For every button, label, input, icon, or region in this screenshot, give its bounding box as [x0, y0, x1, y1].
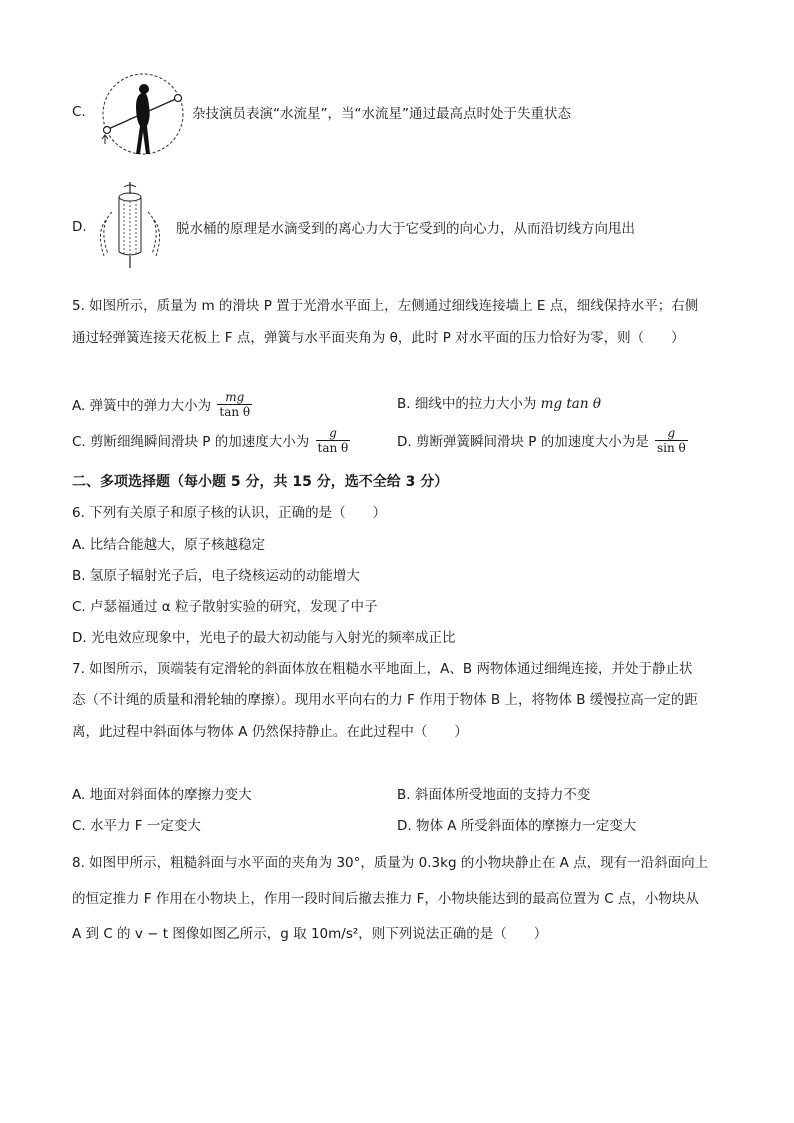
q5-option-a-denominator: tan θ — [219, 405, 251, 419]
option-c-text: 杂技演员表演“水流星”，当“水流星”通过最高点时处于失重状态 — [192, 106, 571, 122]
section-2-heading: 二、多项选择题（每小题 5 分，共 15 分，选不全给 3 分） — [72, 474, 449, 490]
q7-option-b: B. 斜面体所受地面的支持力不变 — [397, 787, 591, 803]
q5-option-b-expression: mg tan θ — [540, 396, 601, 412]
q8-stem-line2: 的恒定推力 F 作用在小物块上，作用一段时间后撤去推力 F，小物块能达到的最高位置为 C 点，小物块从 — [72, 891, 699, 907]
option-d-text: 脱水桶的原理是水滴受到的离心力大于它受到的向心力，从而沿切线方向甩出 — [176, 221, 635, 237]
q8-stem-line1: 8. 如图甲所示，粗糙斜面与水平面的夹角为 30°，质量为 0.3kg 的小物块静止在 A 点，现有一沿斜面向上 — [72, 855, 709, 871]
q5-option-c — [72, 426, 352, 458]
q5-stem-line1: 5. 如图所示，质量为 m 的滑块 P 置于光滑水平面上，左侧通过细线连接墙上 E 点，细线保持水平；右侧 — [72, 298, 699, 314]
q7-option-d: D. 物体 A 所受斜面体的摩擦力一定变大 — [397, 818, 637, 834]
q6-option-d: D. 光电效应现象中，光电子的最大初动能与入射光的频率成正比 — [72, 630, 456, 646]
q5-option-b-label: B. 细线中的拉力大小为 — [397, 396, 537, 412]
q7-stem-line1: 7. 如图所示，顶端装有定滑轮的斜面体放在粗糙水平地面上，A、B 两物体通过细绳连接，并处于静止状 — [72, 661, 693, 677]
water-meteor-figure — [98, 72, 188, 158]
option-c-letter: C. — [72, 104, 86, 120]
q5-option-a-fraction — [217, 390, 252, 420]
q5-option-a-numerator: mg — [217, 390, 252, 405]
spin-dryer-figure — [98, 182, 174, 270]
q5-option-d-label: D. 剪断弹簧瞬间滑块 P 的加速度大小为是 — [397, 434, 649, 450]
q6-option-b: B. 氢原子辐射光子后，电子绕核运动的动能增大 — [72, 568, 360, 584]
q5-option-d-fraction — [655, 426, 688, 456]
q5-option-c-denominator: tan θ — [317, 441, 349, 455]
q8-stem-line3: A 到 C 的 v − t 图像如图乙所示，g 取 10m/s²，则下列说法正确的是（ ） — [72, 926, 548, 942]
q5-option-c-numerator: g — [316, 426, 351, 441]
q7-option-c: C. 水平力 F 一定变大 — [72, 818, 201, 834]
q7-option-a: A. 地面对斜面体的摩擦力变大 — [72, 787, 252, 803]
option-d-letter: D. — [72, 219, 87, 235]
q5-option-d-numerator: g — [655, 426, 688, 441]
q5-option-b — [397, 394, 601, 414]
q5-option-d-denominator: sin θ — [657, 441, 686, 455]
q5-option-a — [72, 390, 254, 422]
q5-option-a-label: A. 弹簧中的弹力大小为 — [72, 398, 212, 414]
q6-stem: 6. 下列有关原子和原子核的认识，正确的是（ ） — [72, 505, 387, 521]
q5-option-d — [397, 426, 690, 458]
q7-stem-line3: 离，此过程中斜面体与物体 A 仍然保持静止。在此过程中（ ） — [72, 724, 468, 740]
q7-stem-line2: 态（不计绳的质量和滑轮轴的摩擦）。现用水平向右的力 F 作用于物体 B 上，将物体 B 缓慢拉高一定的距 — [72, 692, 698, 708]
q6-option-c: C. 卢瑟福通过 α 粒子散射实验的研究，发现了中子 — [72, 599, 378, 615]
q6-option-a: A. 比结合能越大，原子核越稳定 — [72, 537, 266, 553]
q5-option-c-label: C. 剪断细绳瞬间滑块 P 的加速度大小为 — [72, 434, 310, 450]
q5-stem-line2: 通过轻弹簧连接天花板上 F 点，弹簧与水平面夹角为 θ，此时 P 对水平面的压力恰好为零，则（ ） — [72, 330, 685, 346]
q5-option-c-fraction — [316, 426, 351, 456]
